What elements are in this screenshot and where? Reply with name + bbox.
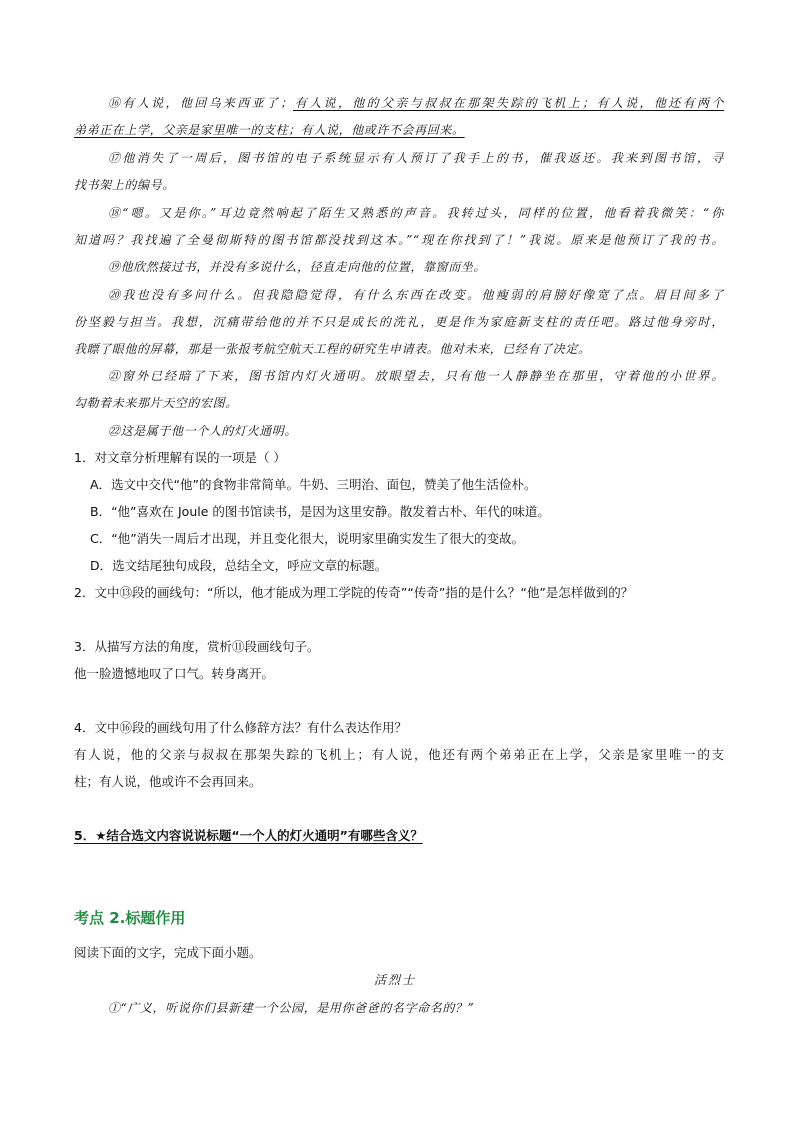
question-4-stem: 4．文中⑯段的画线句用了什么修辞方法？有什么表达作用？	[74, 720, 407, 735]
question-1-option-c: C．“他”消失一周后才出现，并且变化很大，说明家里确实发生了很大的变故。	[90, 531, 525, 546]
question-3-quote: 他一脸遗憾地叹了口气。转身离开。	[74, 666, 275, 681]
question-1-option-a: A．选文中交代“他”的食物非常简单。牛奶、三明治、面包，赞美了他生活俭朴。	[90, 477, 537, 492]
paragraph-19: ⑲他欣然接过书，并没有多说什么，径直走向他的位置，靠窗而坐。	[108, 260, 487, 274]
paragraph-22: ㉒这是属于他一个人的灯火通明。	[108, 424, 298, 438]
underlined-sentence: 有人说，他的父亲与叔叔在那架失踪的飞机上；有人说，他还有两个	[293, 96, 724, 110]
paragraph-18-line-2: 知道吗？我找遍了全曼彻斯特的图书馆都没找到这本。”“现在你找到了！”我说。原来是他预订了我的书。	[74, 233, 724, 247]
question-1-stem: 1．对文章分析理解有误的一项是（ ）	[74, 450, 286, 465]
paragraph-21-line-2: 勾勒着未来那片天空的宏图。	[74, 396, 238, 410]
section-instruction: 阅读下面的文字，完成下面小题。	[74, 945, 262, 960]
paragraph-17-line-2: 找书架上的编号。	[74, 178, 175, 192]
article-title: 活烈士	[373, 973, 416, 987]
question-2-stem: 2．文中⑬段的画线句：“所以，他才能成为理工学院的传奇”“传奇”指的是什么？“他”是怎样做到的？	[74, 585, 634, 600]
question-1-option-d: D．选文结尾独句成段，总结全文，呼应文章的标题。	[90, 558, 388, 573]
paragraph-18-line-1: ⑱“嗯。又是你。”耳边竟然响起了陌生又熟悉的声音。我转过头，同样的位置，他看着我微笑：“你	[108, 206, 724, 220]
question-5-stem: 5．★结合选文内容说说标题“一个人的灯火通明”有哪些含义？	[74, 828, 423, 843]
question-4-quote-line-1: 有人说，他的父亲与叔叔在那架失踪的飞机上；有人说，他还有两个弟弟正在上学，父亲是家里唯一的支	[74, 747, 724, 762]
paragraph-20-line-1: ⑳我也没有多问什么。但我隐隐觉得，有什么东西在改变。他瘦弱的肩膀好像宽了点。眉目间多了	[108, 288, 724, 302]
question-3-stem: 3．从描写方法的角度，赏析⑪段画线句子。	[74, 639, 320, 654]
paragraph-20-line-3: 我瞟了眼他的屏幕，那是一张报考航空航天工程的研究生申请表。他对未来，已经有了决定。	[74, 342, 591, 356]
paragraph-21-line-1: ㉑窗外已经暗了下来，图书馆内灯火通明。放眼望去，只有他一人静静坐在那里，守着他的小世界。	[108, 369, 724, 383]
paragraph-16-line-1: ⑯有人说，他回乌来西亚了；有人说，他的父亲与叔叔在那架失踪的飞机上；有人说，他还有两个	[108, 96, 724, 110]
paragraph-16-line-2	[74, 117, 724, 144]
paragraph-17-line-1: ⑰他消失了一周后，图书馆的电子系统显示有人预订了我手上的书，催我返还。我来到图书馆，寻	[108, 151, 724, 165]
section-heading: 考点 2.标题作用	[74, 909, 186, 927]
article-first-line: ①“广义，听说你们县新建一个公园，是用你爸爸的名字命名的？”	[108, 1001, 475, 1015]
underlined-sentence: 弟弟正在上学，父亲是家里唯一的支柱；有人说，他或许不会再回来。	[74, 123, 465, 137]
question-1-option-b: B．“他”喜欢在 Joule 的图书馆读书，是因为这里安静。散发着古朴、年代的味道。	[90, 504, 550, 519]
paragraph-20-line-2: 份坚毅与担当。我想，沉痛带给他的并不只是成长的洗礼，更是作为家庭新支柱的责任吧。路过他身旁时，	[74, 315, 724, 329]
question-4-quote-line-2: 柱；有人说，他或许不会再回来。	[74, 774, 262, 789]
